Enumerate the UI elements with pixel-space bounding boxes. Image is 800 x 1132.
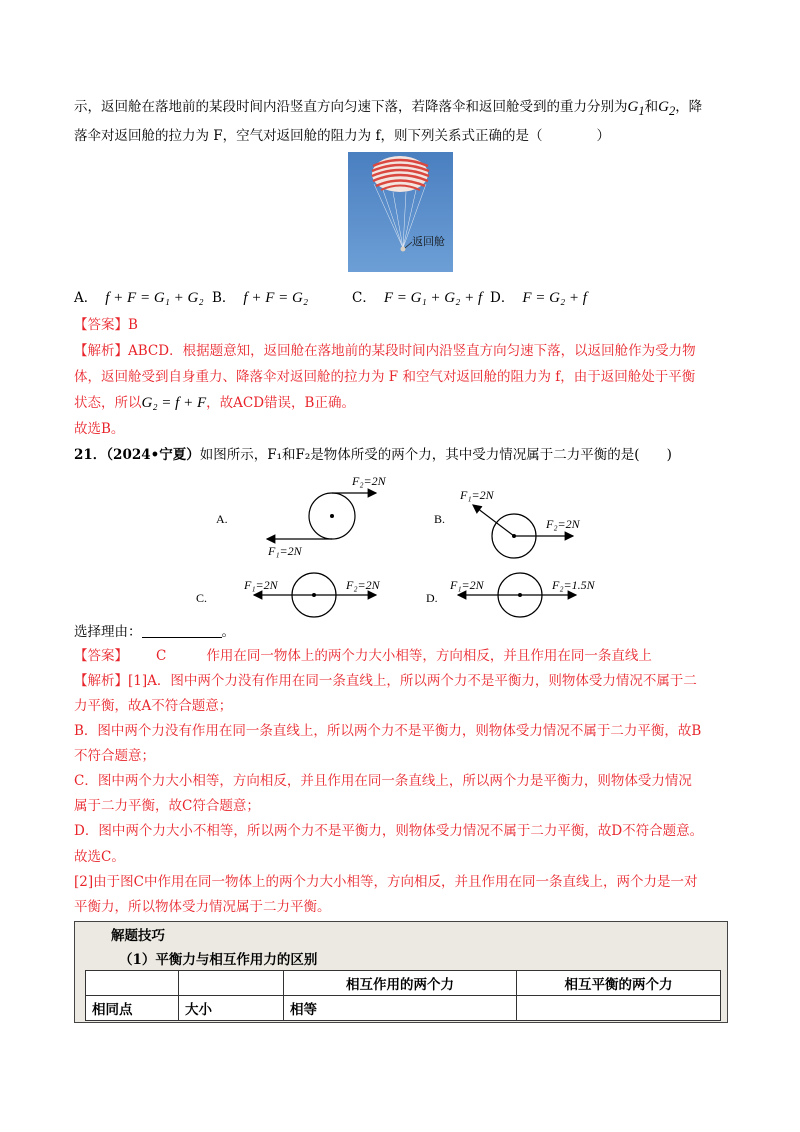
table-cell: 大小	[179, 996, 284, 1021]
diagram-b-f1-arrow	[473, 505, 514, 536]
q20-analysis-line-1: 【解析】ABCD．根据题意知，返回舱在落地前的某段时间内沿竖直方向匀速下落，以返回舱作为受力物	[74, 343, 696, 359]
q20-answer: 【答案】B	[74, 317, 138, 333]
table-row	[86, 996, 721, 1021]
q20-stem-line-1: 示，返回舱在落地前的某段时间内沿竖直方向匀速下落，若降落伞和返回舱受到的重力分别为$G_1$和$G_2$，降	[74, 99, 703, 118]
q21-analysis-9: [2]由于图C中作用在同一物体上的两个力大小相等，方向相反，并且作用在同一条直线上，两个力是一对	[74, 874, 698, 890]
q21-analysis-8: 故选C。	[74, 849, 125, 865]
q20-choose: 故选B。	[74, 421, 125, 437]
q21-reason-line: 选择理由： 。	[74, 624, 235, 640]
diagram-a-f2-text: F₂=2N	[352, 474, 386, 488]
q21-analysis-2: 力平衡，故A不符合题意；	[74, 698, 233, 714]
tips-title: 解题技巧	[111, 928, 165, 944]
diagram-a-center	[330, 514, 334, 518]
option-b: B． f + F = G₂	[212, 290, 309, 306]
diagram-a-label: A.	[216, 512, 228, 526]
q21-analysis-5: C．图中两个力大小相等，方向相反，并且作用在同一条直线上，所以两个力是平衡力，则物体受力情况	[74, 773, 692, 789]
diagram-c-label: C.	[196, 591, 208, 605]
q21-analysis-3: B．图中两个力没有作用在同一条直线上，所以两个力不是平衡力，则物体受力情况不属于二力平衡，故B	[74, 723, 702, 739]
diagram-d-label: D.	[426, 591, 438, 605]
diagram-b-f2-text: F₂=2N	[546, 517, 580, 531]
table-header-row	[86, 971, 721, 996]
comparison-table	[85, 970, 721, 1021]
capsule-label: 返回舱	[412, 235, 445, 248]
table-cell: 相同点	[86, 996, 179, 1021]
table-cell	[517, 996, 721, 1021]
q21-answer: 【答案】 C 作用在同一物体上的两个力大小相等，方向相反，并且作用在同一条直线上	[74, 648, 652, 664]
parachute-photo	[348, 152, 453, 272]
g2-symbol: $G_2$	[658, 99, 676, 118]
q21-stem: 21．（2024•宁夏）如图所示，F₁和F₂是物体所受的两个力，其中受力情况属于二力平衡的是( )	[74, 447, 672, 463]
q21-analysis-1: 【解析】[1]A．图中两个力没有作用在同一条直线上，所以两个力不是平衡力，则物体受力情况不属于二	[74, 673, 697, 689]
option-a: A． f + F = G₁ + G₂	[74, 290, 204, 306]
tips-subtitle: （1）平衡力与相互作用力的区别	[119, 952, 318, 968]
diagram-d-f1-text: F₁=2N	[450, 578, 484, 592]
g1-symbol: $G_1$	[627, 99, 645, 118]
table-cell: 相互平衡的两个力	[517, 971, 721, 996]
table-cell: 相互作用的两个力	[284, 971, 517, 996]
table-cell	[179, 971, 284, 996]
table-cell: 相等	[284, 996, 517, 1021]
q20-analysis-line-2: 体，返回舱受到自身重力、降落伞对返回舱的拉力为 F 和空气对返回舱的阻力为 f，由于返回舱处于平衡	[74, 369, 696, 385]
diagram-b-label: B.	[434, 512, 446, 526]
diagram-d-f2-text: F₂=1.5N	[552, 578, 595, 592]
force-diagrams	[180, 468, 630, 618]
diagram-b-f1-text: F₁=2N	[460, 488, 494, 502]
diagram-c-f2-text: F₂=2N	[346, 578, 380, 592]
q21-analysis-4: 不符合题意；	[74, 748, 155, 764]
option-d: D． F = G₂ + f	[490, 290, 587, 306]
diagram-a-f1-text: F₁=2N	[268, 544, 302, 558]
q20-analysis-line-3: 状态，所以G₂ = f + F，故ACD错误，B正确。	[74, 395, 355, 411]
option-c: C． F = G₁ + G₂ + f	[352, 290, 483, 306]
reason-blank[interactable]	[142, 623, 222, 638]
tips-box	[74, 921, 728, 1023]
q21-analysis-10: 平衡力，所以物体受力情况属于二力平衡。	[74, 899, 331, 915]
q20-stem-line-2: 落伞对返回舱的拉力为 F，空气对返回舱的阻力为 f，则下列关系式正确的是（ ）	[74, 128, 610, 144]
diagram-c-f1-text: F₁=2N	[244, 578, 278, 592]
table-cell	[86, 971, 179, 996]
q21-analysis-6: 属于二力平衡，故C符合题意；	[74, 798, 260, 814]
q21-analysis-7: D．图中两个力大小不相等，所以两个力不是平衡力，则物体受力情况不属于二力平衡，故D不符合题意。	[74, 823, 704, 839]
